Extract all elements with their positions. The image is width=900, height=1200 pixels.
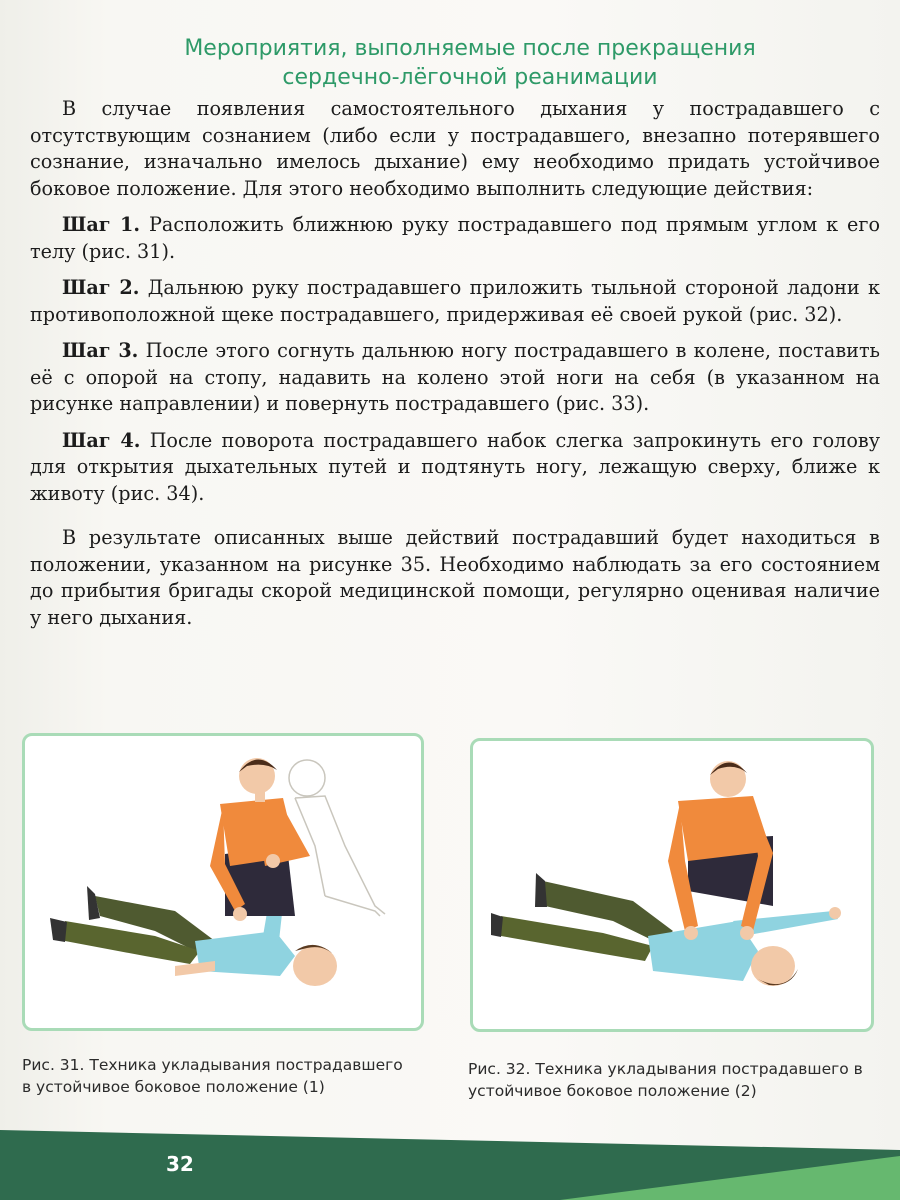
victim-arm-lowered (175, 961, 215, 976)
victim-legs (491, 873, 673, 961)
step-2-paragraph (30, 275, 880, 328)
step-4-text: После поворота пострадавшего набок слегка запрокинуть его голову для открытия дыхательных путей и подтянуть ногу, лежащую сверху, ближе к животу (рис. 34). (30, 428, 880, 505)
body-text (30, 96, 880, 641)
step-2-text: Дальнюю руку пострадавшего приложить тыльной стороной ладони к противоположной щеке пострадавшего, придерживая её своей рукой (рис. 32). (30, 276, 880, 326)
section-title (0, 34, 900, 92)
victim-head (751, 946, 795, 986)
step-4-label: Шаг 4. (62, 428, 141, 452)
step-1-text: Расположить ближнюю руку пострадавшего под прямым углом к его телу (рис. 31). (30, 213, 880, 263)
step-1-label: Шаг 1. (62, 213, 141, 236)
figure-32-drawing (473, 741, 871, 1029)
figure-31-caption: Рис. 31. Техника укладывания пострадавшего в устойчивое боковое положение (1) (22, 1056, 403, 1096)
section-title-line-1: Мероприятия, выполняемые после прекращения (184, 36, 756, 61)
figure-32-illustration (470, 738, 874, 1032)
rescuer (668, 761, 773, 940)
section-title-line-2: сердечно-лёгочной реанимации (282, 65, 658, 90)
step-3-paragraph (30, 338, 880, 418)
figure-31-drawing (25, 736, 421, 1028)
rescuer (210, 758, 310, 921)
step-1-paragraph (30, 212, 880, 265)
victim-head (293, 946, 337, 986)
step-4-paragraph (30, 428, 880, 508)
step-3-label: Шаг 3. (62, 339, 139, 362)
step-2-label: Шаг 2. (62, 276, 140, 299)
victim-hand (829, 907, 841, 919)
ghost-outline (289, 760, 385, 916)
step-3-text: После этого согнуть дальнюю ногу пострадавшего в колене, поставить её с опорой на стопу, надавить на колено этой ноги на себя (в указанном на рисунке направлении) и повернуть пострадавшего (рис. 33). (30, 339, 881, 415)
figure-31-illustration (22, 733, 424, 1031)
result-paragraph: В результате описанных выше действий пострадавший будет находиться в положении, указанном на рисунке 35. Необходимо наблюдать за его состоянием до прибытия бригады скорой медицинской помощи, регулярно оценивая наличие у него дыхания. (30, 526, 880, 629)
intro-paragraph: В случае появления самостоятельного дыхания у пострадавшего с отсутствующим сознанием (либо если у пострадавшего, внезапно потерявшего сознание, изначально имелось дыхание) ему необходимо придать устойчивое боковое положение. Для этого необходимо выполнить следующие действия: (30, 97, 880, 200)
figure-32-caption: Рис. 32. Техника укладывания пострадавшего в устойчивое боковое положение (2) (468, 1060, 863, 1100)
page-number: 32 (166, 1152, 194, 1176)
footer-band (0, 1130, 900, 1200)
victim-legs (50, 886, 215, 964)
